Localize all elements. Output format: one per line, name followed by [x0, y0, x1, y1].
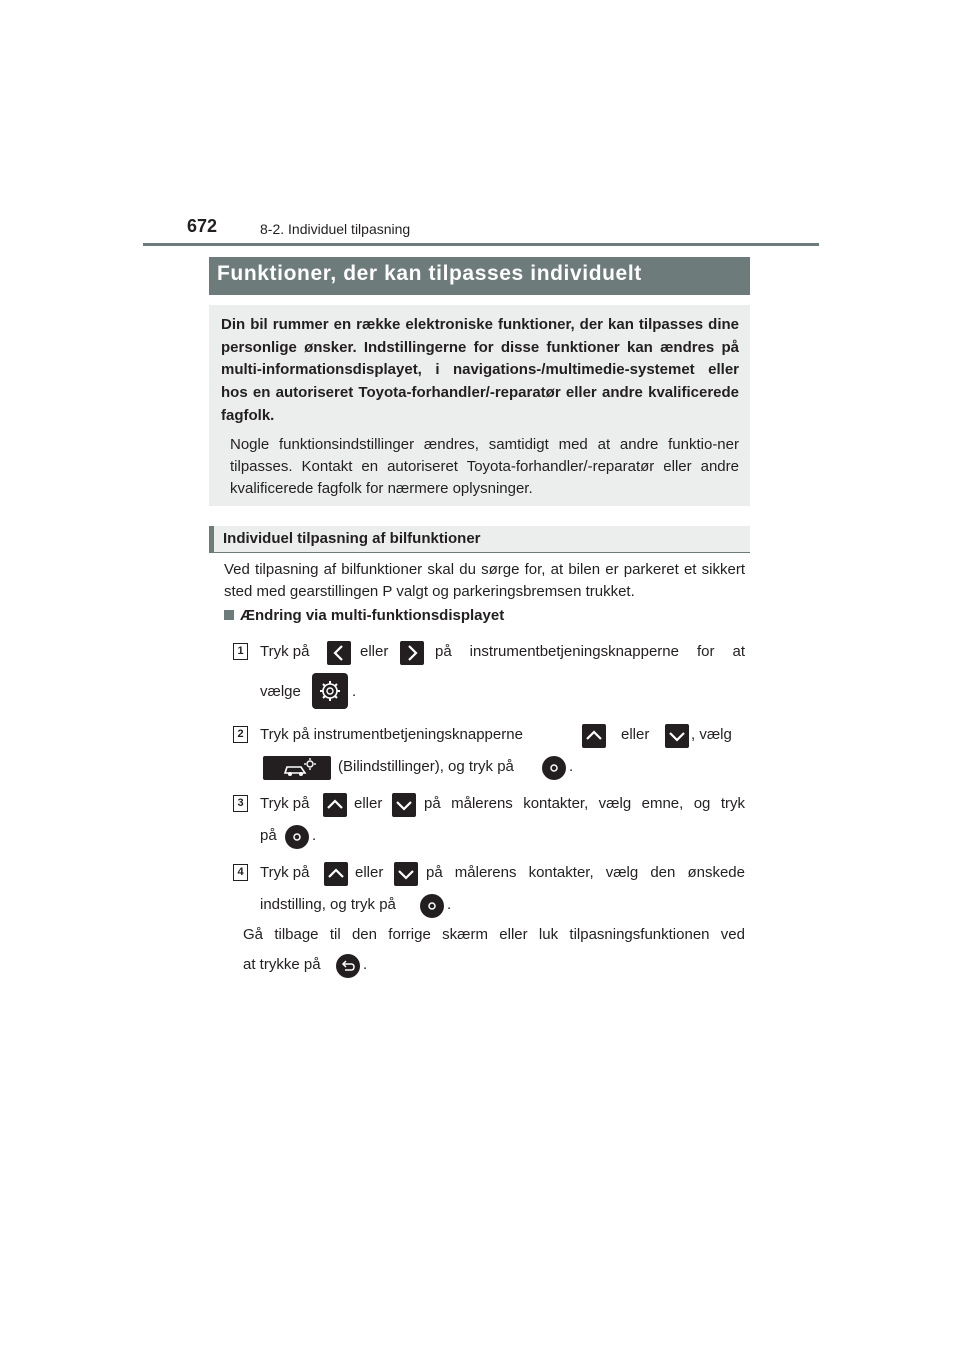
ok-button-icon [285, 825, 309, 849]
step2-text-b: eller [621, 726, 650, 743]
ok-button-icon [420, 894, 444, 918]
step-number-2: 2 [233, 726, 248, 743]
step4-text-a: Tryk på [260, 864, 310, 881]
step1-text-a: Tryk på [260, 643, 310, 660]
intro-text: Din bil rummer en række elektroniske funktioner, der kan tilpasses dine personlige ønsker. Indstillingerne for disse funktioner kan ændres på multi-informationsdisplayet, i navigations-/multimedie-systemet eller hos en autoriseret Toyota-forhandler/-reparatør eller andre kvalificerede fagfolk. [221, 316, 739, 424]
intro-paragraph: Ved tilpasning af bilfunktioner skal du sørge for, at bilen er parkeret et sikkert sted med gearstillingen P valgt og parkeringsbremsen trukket. [224, 561, 745, 600]
step4-text-d: indstilling, og tryk på [260, 896, 396, 913]
chevron-down-icon [665, 724, 689, 748]
step-number-3: 3 [233, 795, 248, 812]
ok-button-icon [542, 756, 566, 780]
closing-line-1: Gå tilbage til den forrige skærm eller luk tilpasningsfunktionen ved [243, 926, 745, 943]
bullet-text: Ændring via multi-funktionsdisplayet [240, 607, 505, 624]
step-number-4: 4 [233, 864, 248, 881]
page-number: 672 [187, 216, 218, 236]
bullet-square-icon [224, 610, 234, 620]
step2-text-d: (Bilindstillinger), og tryk på [338, 758, 514, 775]
header-divider [143, 243, 819, 246]
step1-text-c: på instrumentbetjeningsknapperne for at [435, 643, 745, 660]
intro-box [209, 305, 750, 506]
step1-text-d: vælge [260, 683, 301, 700]
chevron-down-icon [392, 793, 416, 817]
car-gear-icon [263, 756, 331, 780]
chevron-left-icon [327, 641, 351, 665]
back-arrow-icon [336, 954, 360, 978]
chevron-right-icon [400, 641, 424, 665]
step3-text-c: på målerens kontakter, vælg emne, og tryk [424, 795, 745, 812]
step4-text-e: . [447, 896, 452, 913]
step2-text-c: , vælg [691, 726, 732, 743]
closing-end: . [363, 956, 368, 973]
step1-text-b: eller [360, 643, 389, 660]
step3-text-b: eller [354, 795, 383, 812]
subheading [209, 526, 750, 553]
chevron-up-icon [323, 793, 347, 817]
subheading-bar [209, 526, 214, 552]
step4-text-c: på målerens kontakter, vælg den ønskede [426, 864, 745, 881]
section-reference: 8-2. Individuel tilpasning [260, 221, 411, 237]
chevron-up-icon [582, 724, 606, 748]
gear-icon [312, 673, 348, 709]
bullet-heading [224, 607, 504, 624]
step-number-1: 1 [233, 643, 248, 660]
intro-note: Nogle funktionsindstillinger ændres, samtidigt med at andre funktio-ner tilpasses. Kontakt en autoriseret Toyota-forhandler/-reparatør eller andre kvalificerede fagfolk for nærmere oplysninger. [230, 436, 739, 497]
chevron-up-icon [324, 862, 348, 886]
chevron-down-icon [394, 862, 418, 886]
step3-text-d: på [260, 827, 277, 844]
page-title: Funktioner, der kan tilpasses individuelt [217, 262, 642, 285]
step2-text-a: Tryk på instrumentbetjeningsknapperne [260, 726, 523, 743]
closing-line-2: at trykke på [243, 956, 321, 973]
subheading-text: Individuel tilpasning af bilfunktioner [223, 530, 481, 547]
title-banner [209, 257, 750, 295]
step3-text-a: Tryk på [260, 795, 310, 812]
step3-text-e: . [312, 827, 317, 844]
step1-text-e: . [352, 683, 357, 700]
step2-text-e: . [569, 758, 574, 775]
step4-text-b: eller [355, 864, 384, 881]
